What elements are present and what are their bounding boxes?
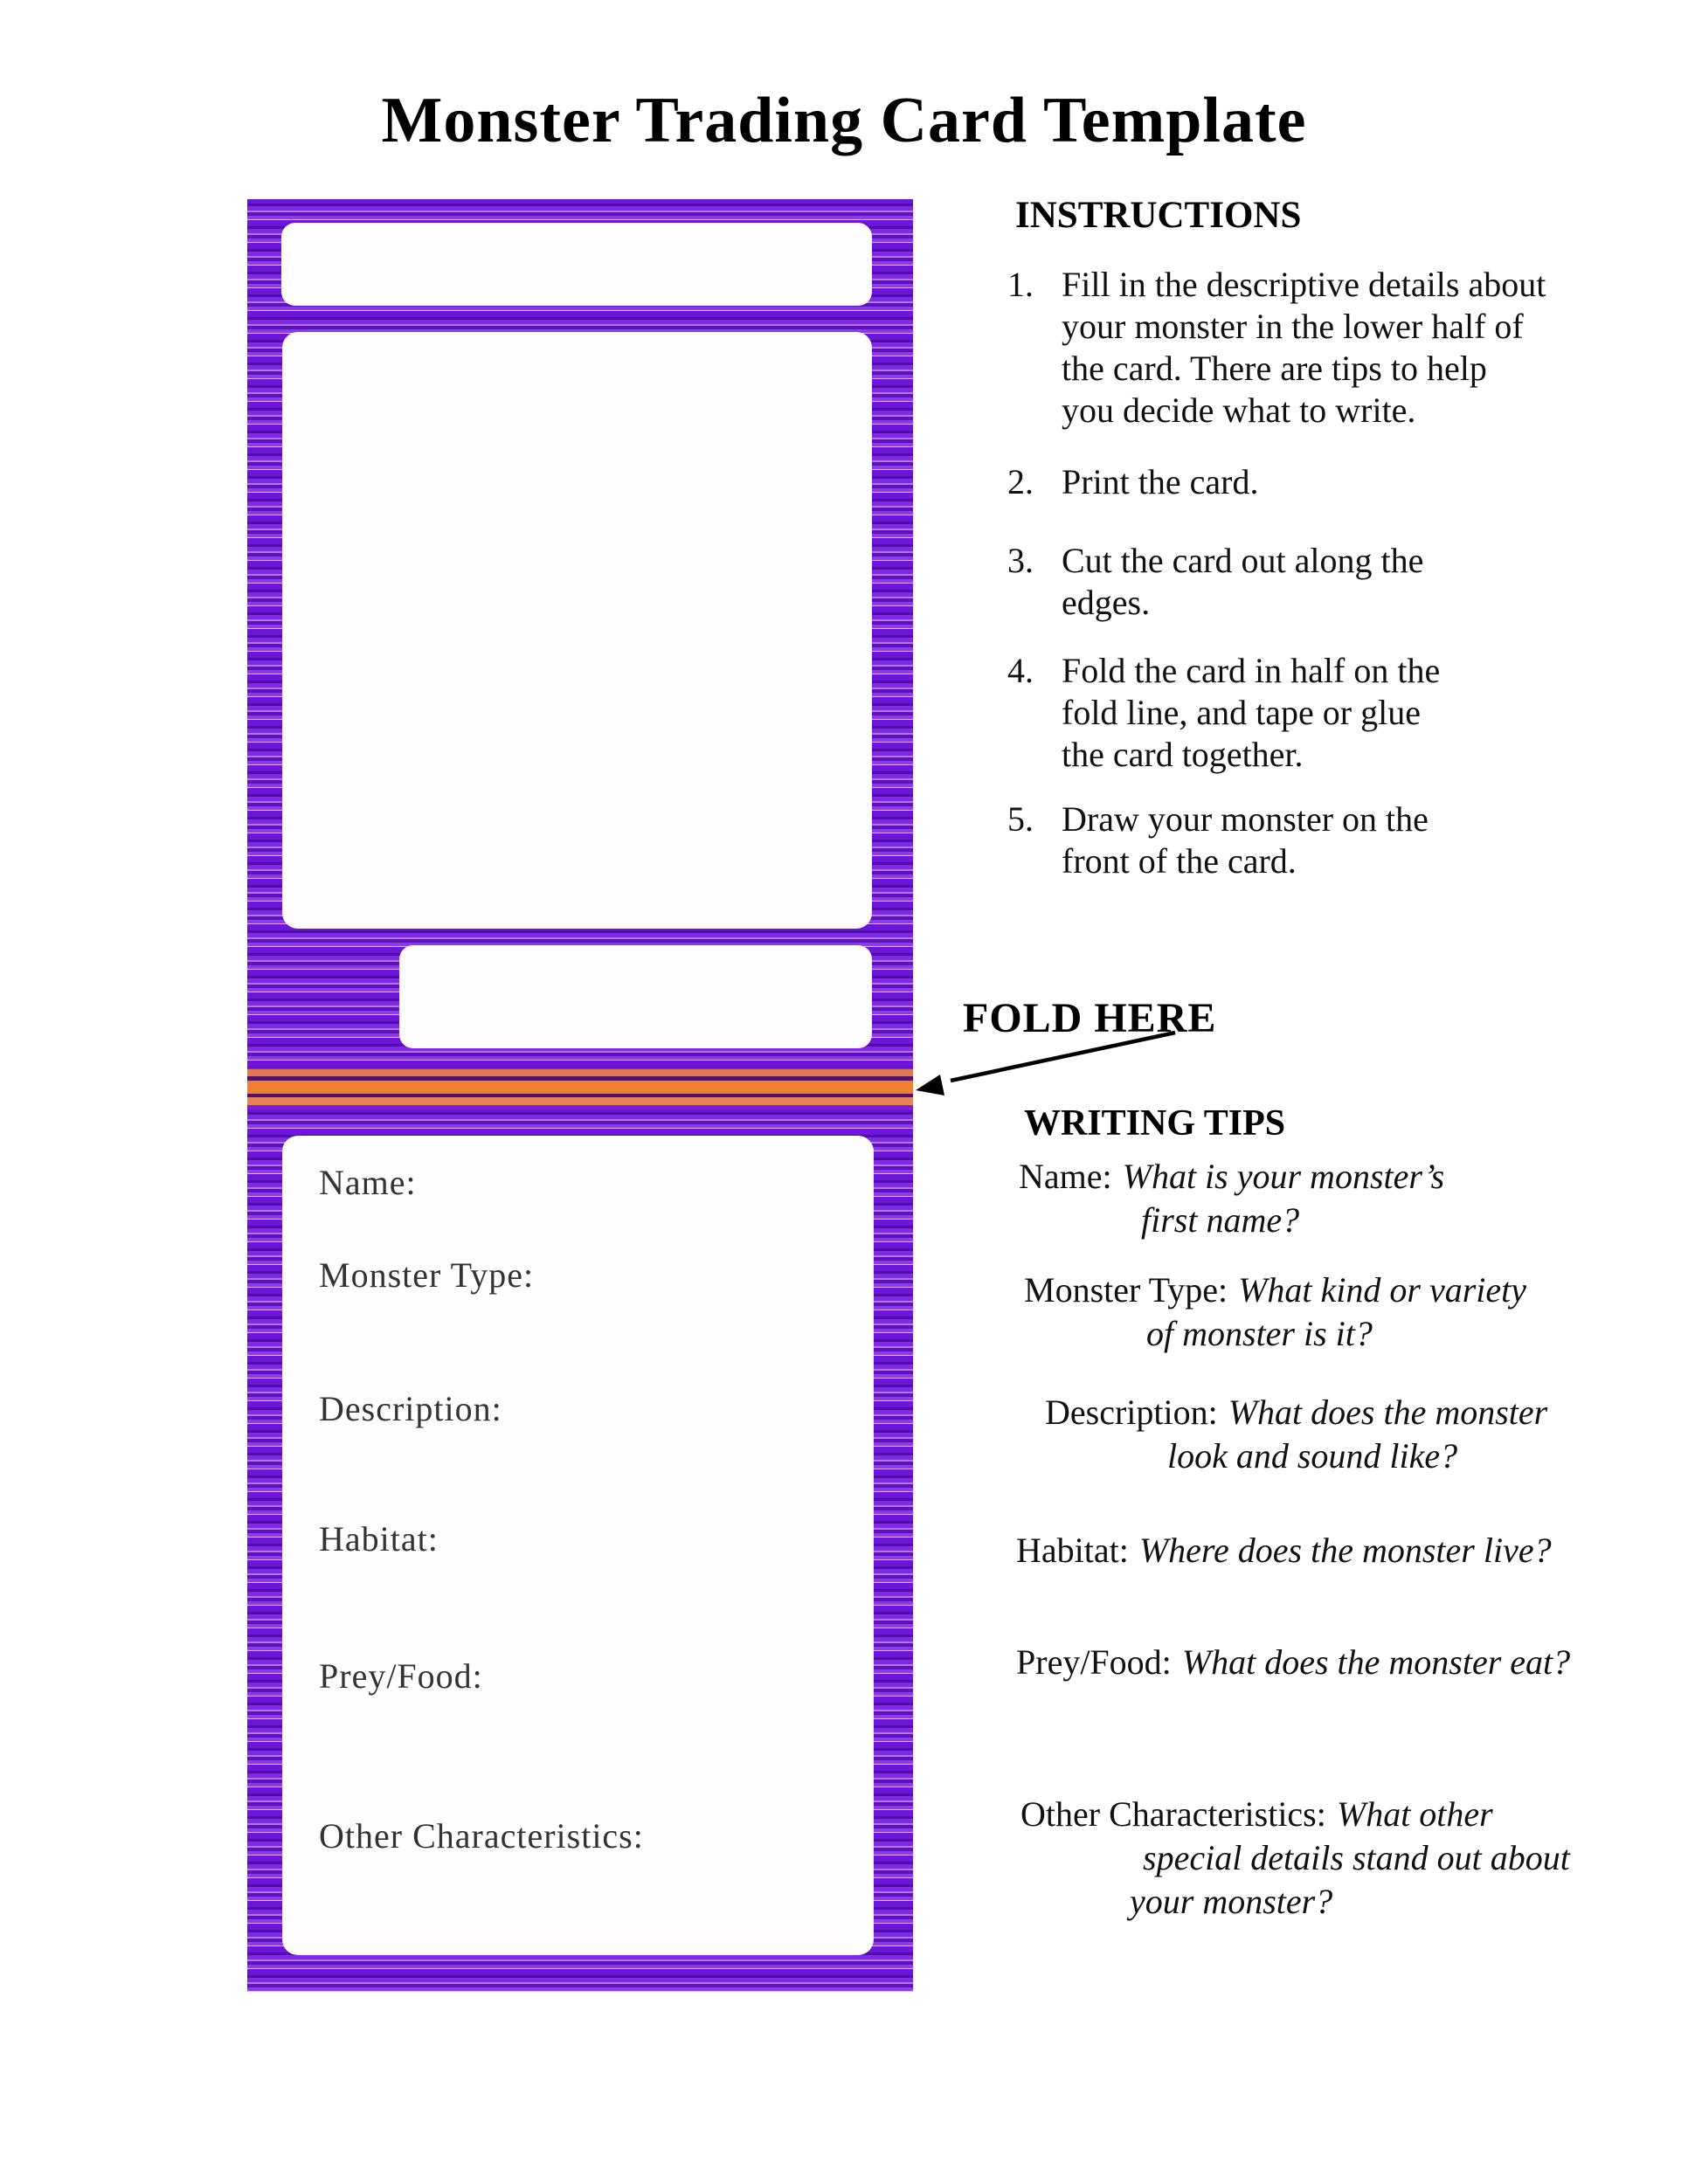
tip-text: of monster is it?	[1146, 1314, 1373, 1353]
fold-here-label: FOLD HERE	[963, 995, 1217, 1041]
tip-text: What does the monster	[1228, 1393, 1548, 1432]
tip-label: Other Characteristics:	[1020, 1794, 1326, 1834]
instruction-item-2	[1007, 461, 1567, 503]
fold-arrow-icon	[900, 1022, 1188, 1101]
instruction-number: 2.	[1007, 462, 1034, 501]
tip-description	[1045, 1391, 1547, 1478]
tip-prey-food	[1016, 1641, 1570, 1684]
instruction-number: 3.	[1007, 541, 1034, 580]
instruction-item-4	[1007, 650, 1567, 776]
tip-label: Monster Type:	[1024, 1270, 1228, 1310]
instruction-text: Fill in the descriptive details about	[1062, 265, 1546, 304]
writing-tips-heading: WRITING TIPS	[1024, 1103, 1286, 1144]
card-field-label-other-characteristics: Other Characteristics:	[319, 1816, 644, 1856]
tip-label: Name:	[1019, 1157, 1112, 1196]
instruction-number: 1.	[1007, 265, 1034, 304]
fold-line	[247, 1068, 913, 1109]
instruction-number: 5.	[1007, 799, 1034, 839]
tip-monster-type	[1024, 1268, 1526, 1356]
instruction-text: fold line, and tape or glue	[1062, 693, 1421, 732]
card-field-label-monster-type: Monster Type:	[319, 1255, 535, 1295]
page-title: Monster Trading Card Template	[381, 85, 1307, 156]
card-title-box[interactable]	[281, 223, 872, 306]
tip-text: What does the monster eat?	[1181, 1642, 1571, 1682]
card-field-label-habitat: Habitat:	[319, 1519, 439, 1559]
card-drawing-box[interactable]	[282, 332, 872, 929]
tip-text: look and sound like?	[1167, 1436, 1458, 1476]
instruction-item-3	[1007, 540, 1567, 624]
instruction-number: 4.	[1007, 651, 1034, 690]
tip-text: first name?	[1141, 1200, 1300, 1240]
instruction-text: Print the card.	[1062, 462, 1259, 501]
tip-text: Where does the monster live?	[1138, 1531, 1552, 1570]
instruction-text: the card. There are tips to help	[1062, 349, 1487, 388]
card-field-label-prey-food: Prey/Food:	[319, 1656, 483, 1696]
tip-text: your monster?	[1130, 1882, 1333, 1921]
tip-text: What kind or variety	[1238, 1270, 1527, 1310]
instruction-item-1	[1007, 264, 1567, 432]
tip-text: What other	[1336, 1794, 1493, 1834]
tip-label: Prey/Food:	[1016, 1642, 1172, 1682]
instruction-text: front of the card.	[1062, 841, 1297, 881]
instruction-item-5	[1007, 798, 1567, 882]
card-field-label-description: Description:	[319, 1389, 502, 1428]
instruction-text: your monster in the lower half of	[1062, 307, 1524, 346]
tip-habitat	[1016, 1529, 1552, 1572]
instruction-text: Draw your monster on the	[1062, 799, 1429, 839]
instructions-heading: INSTRUCTIONS	[1015, 195, 1302, 236]
tip-other-characteristics	[1020, 1793, 1570, 1924]
tip-label: Description:	[1045, 1393, 1218, 1432]
tip-text: What is your monster’s	[1122, 1157, 1445, 1196]
instruction-text: you decide what to write.	[1062, 390, 1416, 430]
tip-name	[1019, 1155, 1444, 1242]
tip-label: Habitat:	[1016, 1531, 1129, 1570]
instruction-text: edges.	[1062, 583, 1151, 622]
tip-text: special details stand out about	[1143, 1838, 1570, 1877]
card-name-strip-box[interactable]	[399, 945, 872, 1048]
card-field-label-name: Name:	[319, 1163, 417, 1202]
trading-card	[247, 199, 913, 1992]
instruction-text: Fold the card in half on the	[1062, 651, 1441, 690]
instruction-text: the card together.	[1062, 735, 1304, 774]
instruction-text: Cut the card out along the	[1062, 541, 1424, 580]
